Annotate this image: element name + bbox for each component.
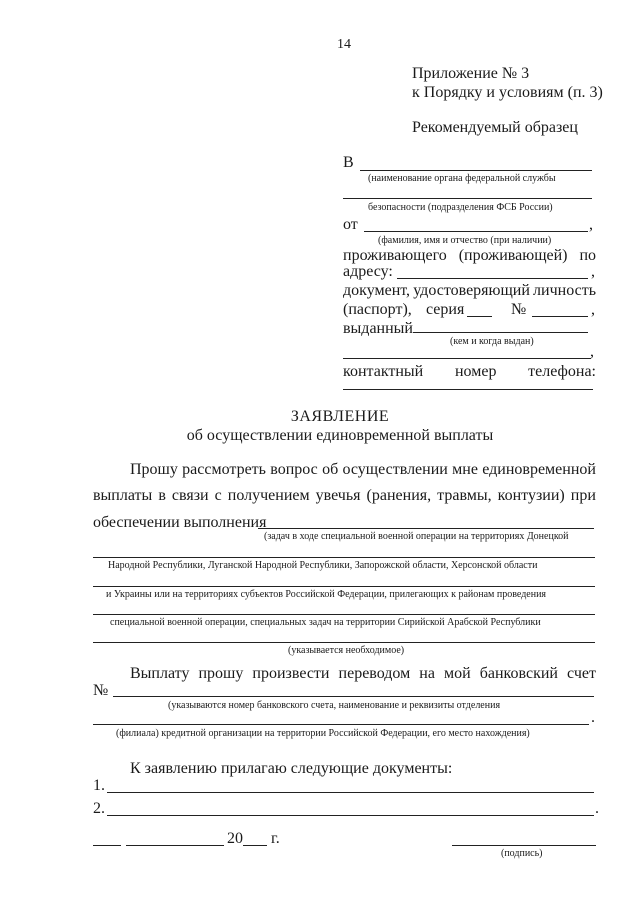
task-line-4[interactable] <box>93 614 595 615</box>
date-year-suffix: г. <box>271 830 280 847</box>
attachments-end-dot: . <box>595 800 599 817</box>
from-comma: , <box>589 216 593 233</box>
request-line-2 <box>93 488 596 504</box>
payment-word: прошу <box>198 665 244 682</box>
attachment-1-number: 1. <box>93 777 105 794</box>
residing-word-3: по <box>579 247 596 264</box>
request-word: связи <box>171 487 209 504</box>
request-word: осуществлении <box>342 461 448 478</box>
attachments-intro: К заявлению прилагаю следующие документы: <box>130 760 453 777</box>
signature-hint: (подпись) <box>501 848 543 859</box>
identity-word-3: личность <box>533 282 596 299</box>
to-prefix: В <box>343 154 354 171</box>
passport-number-line[interactable] <box>532 316 588 317</box>
payment-word: переводом <box>338 665 411 682</box>
phone-word-1: контактный <box>343 363 424 380</box>
date-month-line[interactable] <box>126 845 224 846</box>
hint-issued-by: (кем и когда выдан) <box>450 336 534 347</box>
task-line-1[interactable] <box>258 528 594 529</box>
phone-word-2: номер <box>454 363 497 380</box>
attachment-2-number: 2. <box>93 800 105 817</box>
from-prefix: от <box>343 216 358 233</box>
issued-continuation-line[interactable] <box>343 358 591 359</box>
payment-word: Выплату <box>130 665 190 682</box>
full-name-line[interactable] <box>364 231 588 232</box>
payment-word: на <box>419 665 435 682</box>
request-word: вопрос <box>270 461 318 478</box>
request-word: мне <box>452 461 478 478</box>
bank-account-line[interactable] <box>113 696 594 697</box>
hint-task-2: Народной Республики, Луганской Народной Республики, Запорожской области, Херсонской области <box>108 560 538 571</box>
issued-by-line[interactable] <box>413 332 588 333</box>
phone-line[interactable] <box>343 389 593 390</box>
address-prefix: адресу: <box>343 263 393 280</box>
account-number-sign: № <box>93 682 109 699</box>
request-word: Прошу <box>130 461 178 478</box>
fsb-organ-line[interactable] <box>360 170 592 171</box>
hint-fsb-unit: безопасности (подразделения ФСБ России) <box>368 202 553 213</box>
request-word: при <box>570 487 596 504</box>
request-word: рассмотреть <box>182 461 266 478</box>
residing-line <box>343 248 596 264</box>
hint-task-4: специальной военной операции, специальных задач на территории Сирийской Арабской Республики <box>110 617 541 628</box>
passport-comma: , <box>591 301 595 318</box>
request-line-3-prefix: обеспечении выполнения <box>93 514 267 531</box>
hint-full-name: (фамилия, имя и отчество (при наличии) <box>378 235 552 246</box>
request-word: единовременной <box>482 461 596 478</box>
date-day-line[interactable] <box>93 845 121 846</box>
issued-prefix: выданный <box>343 320 413 337</box>
request-word: травмы, <box>437 487 492 504</box>
attachment-1-line[interactable] <box>107 792 594 793</box>
payment-word: произвести <box>252 665 330 682</box>
hint-bank-2: (филиала) кредитной организации на территории Российской Федерации, его место нахождения) <box>116 728 530 739</box>
date-year-line[interactable] <box>243 845 267 846</box>
attachment-2-line[interactable] <box>107 815 594 816</box>
payment-word: банковский <box>479 665 558 682</box>
request-word: в <box>158 487 166 504</box>
recommended-sample-label: Рекомендуемый образец <box>412 119 578 136</box>
identity-word-1: документ, <box>343 282 411 299</box>
request-word: (ранения, <box>366 487 432 504</box>
passport-series-line[interactable] <box>467 316 492 317</box>
residing-word-2: (проживающей) <box>458 247 568 264</box>
fsb-unit-line[interactable] <box>343 198 592 199</box>
statement-title: ЗАЯВЛЕНИЕ <box>290 408 390 425</box>
request-word: увечья <box>315 487 361 504</box>
identity-document-line <box>343 283 596 299</box>
request-word: об <box>322 461 339 478</box>
bank-dot: . <box>591 709 595 726</box>
hint-task-5: (указывается необходимое) <box>288 645 405 656</box>
hint-task-1: (задач в ходе специальной военной операции на территориях Донецкой <box>264 531 569 542</box>
identity-word-2: удостоверяющий <box>413 282 530 299</box>
passport-series-label: серия <box>426 301 465 318</box>
phone-label-line <box>343 364 596 380</box>
payment-word: мой <box>444 665 471 682</box>
passport-number-sign: № <box>511 301 527 318</box>
page-number: 14 <box>337 37 351 52</box>
request-line-1 <box>130 462 596 478</box>
task-line-2[interactable] <box>93 557 595 558</box>
request-word: получением <box>227 487 310 504</box>
task-line-3[interactable] <box>93 586 595 587</box>
phone-word-3: телефона: <box>528 363 596 380</box>
hint-task-3: и Украины или на территориях субъектов Российской Федерации, прилегающих к районам проведения <box>106 589 547 600</box>
request-word: контузии) <box>497 487 565 504</box>
signature-line[interactable] <box>452 845 596 846</box>
payment-word: счет <box>567 665 596 682</box>
request-word: выплаты <box>93 487 153 504</box>
hint-bank-1: (указываются номер банковского счета, наименование и реквизиты отделения <box>168 700 501 711</box>
appendix-reference: к Порядку и условиям (п. 3) <box>412 84 603 101</box>
task-line-5[interactable] <box>93 642 595 643</box>
address-comma: , <box>591 263 595 280</box>
residing-word-1: проживающего <box>343 247 447 264</box>
date-year-prefix: 20 <box>227 830 243 847</box>
appendix-title: Приложение № 3 <box>412 65 530 82</box>
issued-comma: , <box>590 343 594 360</box>
hint-fsb-organ: (наименование органа федеральной службы <box>368 173 556 184</box>
statement-subtitle: об осуществлении единовременной выплаты <box>186 427 494 444</box>
payment-request-line <box>130 666 596 682</box>
passport-prefix: (паспорт), <box>343 301 412 318</box>
bank-details-line[interactable] <box>93 724 589 725</box>
address-line[interactable] <box>397 278 588 279</box>
request-word: с <box>214 487 222 504</box>
